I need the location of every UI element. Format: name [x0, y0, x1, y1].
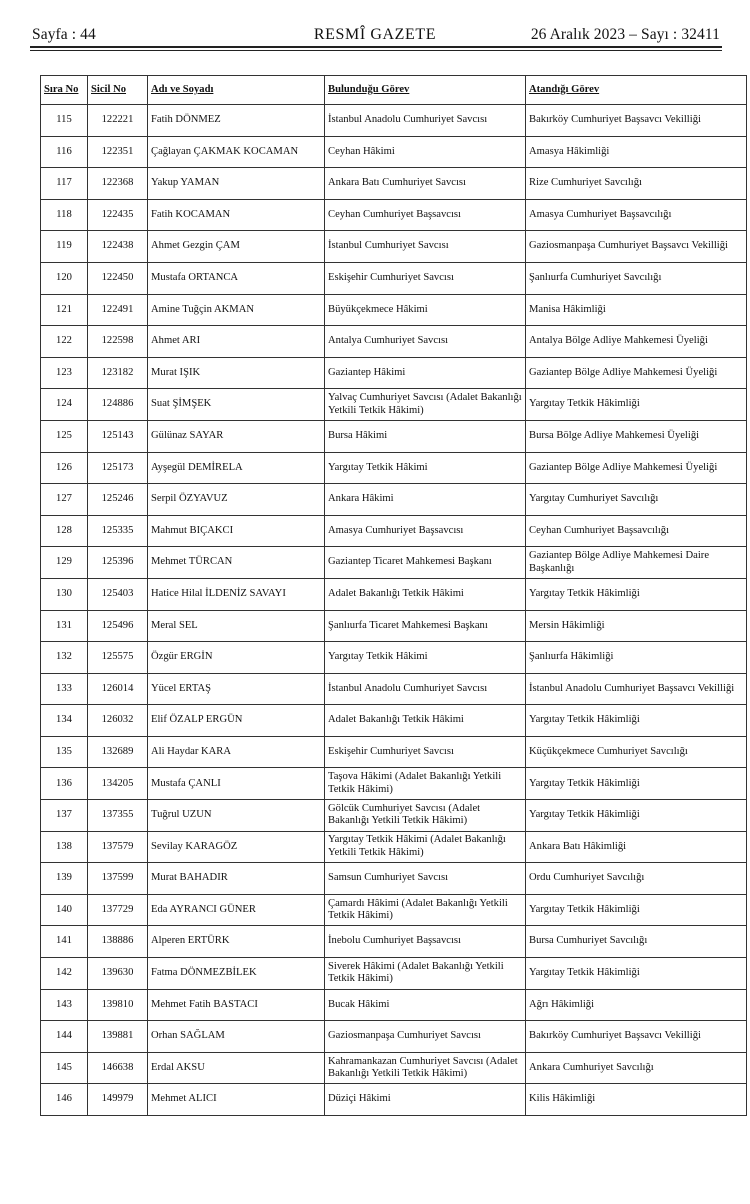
name-cell: Fatih KOCAMAN — [148, 199, 325, 231]
table-row — [41, 326, 747, 358]
name-cell: Tuğrul UZUN — [148, 800, 325, 832]
sicil-no-cell: 137355 — [88, 800, 148, 832]
current-post-cell: Yargıtay Tetkik Hâkimi — [325, 452, 526, 484]
name-cell: Fatih DÖNMEZ — [148, 105, 325, 137]
table-row — [41, 357, 747, 389]
table-row — [41, 768, 747, 800]
table-row — [41, 136, 747, 168]
sira-no-cell: 137 — [41, 800, 88, 832]
appointed-post-cell: Amasya Cumhuriyet Başsavcılığı — [526, 199, 747, 231]
current-post-cell: Gaziosmanpaşa Cumhuriyet Savcısı — [325, 1021, 526, 1053]
sira-no-cell: 136 — [41, 768, 88, 800]
sicil-no-cell: 138886 — [88, 926, 148, 958]
table-row — [41, 420, 747, 452]
sira-no-cell: 116 — [41, 136, 88, 168]
gazette-title: RESMÎ GAZETE — [313, 26, 437, 43]
table-row — [41, 926, 747, 958]
appointed-post-cell: Yargıtay Tetkik Hâkimliği — [526, 389, 747, 421]
current-post-cell: Ankara Batı Cumhuriyet Savcısı — [325, 168, 526, 200]
sicil-no-cell: 139881 — [88, 1021, 148, 1053]
appointed-post-cell: Şanlıurfa Cumhuriyet Savcılığı — [526, 262, 747, 294]
sira-no-cell: 130 — [41, 578, 88, 610]
name-cell: Suat ŞİMŞEK — [148, 389, 325, 421]
sira-no-cell: 124 — [41, 389, 88, 421]
sicil-no-cell: 122438 — [88, 231, 148, 263]
current-post-cell: Büyükçekmece Hâkimi — [325, 294, 526, 326]
sicil-no-cell: 122491 — [88, 294, 148, 326]
table-row — [41, 1084, 747, 1116]
appointed-post-cell: Kilis Hâkimliği — [526, 1084, 747, 1116]
column-header-name: Adı ve Soyadı — [148, 76, 325, 105]
table-row — [41, 199, 747, 231]
name-cell: Mahmut BIÇAKCI — [148, 515, 325, 547]
sira-no-cell: 139 — [41, 863, 88, 895]
table-row — [41, 863, 747, 895]
sira-no-cell: 142 — [41, 958, 88, 990]
name-cell: Mustafa ÇANLI — [148, 768, 325, 800]
page-header — [30, 26, 720, 52]
table-row — [41, 673, 747, 705]
sira-no-cell: 126 — [41, 452, 88, 484]
sicil-no-cell: 139630 — [88, 958, 148, 990]
name-cell: Alperen ERTÜRK — [148, 926, 325, 958]
sira-no-cell: 125 — [41, 420, 88, 452]
sicil-no-cell: 123182 — [88, 357, 148, 389]
current-post-cell: Ceyhan Hâkimi — [325, 136, 526, 168]
appointed-post-cell: Mersin Hâkimliği — [526, 610, 747, 642]
table-row — [41, 578, 747, 610]
sicil-no-cell: 125335 — [88, 515, 148, 547]
sicil-no-cell: 125173 — [88, 452, 148, 484]
appointed-post-cell: Yargıtay Tetkik Hâkimliği — [526, 768, 747, 800]
current-post-cell: Siverek Hâkimi (Adalet Bakanlığı Yetkili Tetkik Hâkimi) — [325, 958, 526, 990]
issue-date-number: 26 Aralık 2023 – Sayı : 32411 — [530, 26, 720, 43]
current-post-cell: Düziçi Hâkimi — [325, 1084, 526, 1116]
column-header-appointed-post: Atandığı Görev — [526, 76, 747, 105]
table-row — [41, 1052, 747, 1084]
table-row — [41, 800, 747, 832]
column-header-sira-no: Sıra No — [41, 76, 88, 105]
appointed-post-cell: Yargıtay Tetkik Hâkimliği — [526, 705, 747, 737]
table-row — [41, 105, 747, 137]
current-post-cell: Gaziantep Hâkimi — [325, 357, 526, 389]
appointed-post-cell: Amasya Hâkimliği — [526, 136, 747, 168]
current-post-cell: Yargıtay Tetkik Hâkimi — [325, 642, 526, 674]
sicil-no-cell: 126032 — [88, 705, 148, 737]
table-row — [41, 989, 747, 1021]
name-cell: Ali Haydar KARA — [148, 736, 325, 768]
sira-no-cell: 134 — [41, 705, 88, 737]
appointed-post-cell: Ordu Cumhuriyet Savcılığı — [526, 863, 747, 895]
current-post-cell: Yalvaç Cumhuriyet Savcısı (Adalet Bakanlığı Yetkili Tetkik Hâkimi) — [325, 389, 526, 421]
name-cell: Elif ÖZALP ERGÜN — [148, 705, 325, 737]
current-post-cell: Samsun Cumhuriyet Savcısı — [325, 863, 526, 895]
table-row — [41, 642, 747, 674]
sira-no-cell: 132 — [41, 642, 88, 674]
name-cell: Hatice Hilal İLDENİZ SAVAYI — [148, 578, 325, 610]
table-row — [41, 831, 747, 863]
name-cell: Çağlayan ÇAKMAK KOCAMAN — [148, 136, 325, 168]
sira-no-cell: 117 — [41, 168, 88, 200]
appointed-post-cell: Ağrı Hâkimliği — [526, 989, 747, 1021]
sicil-no-cell: 122435 — [88, 199, 148, 231]
sicil-no-cell: 139810 — [88, 989, 148, 1021]
sira-no-cell: 123 — [41, 357, 88, 389]
sira-no-cell: 145 — [41, 1052, 88, 1084]
sira-no-cell: 129 — [41, 547, 88, 579]
sira-no-cell: 140 — [41, 894, 88, 926]
sicil-no-cell: 146638 — [88, 1052, 148, 1084]
table-row — [41, 262, 747, 294]
sira-no-cell: 115 — [41, 105, 88, 137]
appointed-post-cell: Gaziantep Bölge Adliye Mahkemesi Daire Başkanlığı — [526, 547, 747, 579]
current-post-cell: Kahramankazan Cumhuriyet Savcısı (Adalet Bakanlığı Yetkili Tetkik Hâkimi) — [325, 1052, 526, 1084]
table-row — [41, 736, 747, 768]
appointed-post-cell: Bursa Bölge Adliye Mahkemesi Üyeliği — [526, 420, 747, 452]
table-row — [41, 168, 747, 200]
header-rule-thick — [30, 46, 722, 48]
sicil-no-cell: 125575 — [88, 642, 148, 674]
sicil-no-cell: 124886 — [88, 389, 148, 421]
name-cell: Murat IŞIK — [148, 357, 325, 389]
name-cell: Yakup YAMAN — [148, 168, 325, 200]
table-row — [41, 547, 747, 579]
appointed-post-cell: İstanbul Anadolu Cumhuriyet Başsavcı Vekilliği — [526, 673, 747, 705]
name-cell: Mehmet ALICI — [148, 1084, 325, 1116]
sira-no-cell: 120 — [41, 262, 88, 294]
name-cell: Mustafa ORTANCA — [148, 262, 325, 294]
name-cell: Serpil ÖZYAVUZ — [148, 484, 325, 516]
sira-no-cell: 131 — [41, 610, 88, 642]
current-post-cell: İstanbul Anadolu Cumhuriyet Savcısı — [325, 673, 526, 705]
name-cell: Yücel ERTAŞ — [148, 673, 325, 705]
current-post-cell: Eskişehir Cumhuriyet Savcısı — [325, 736, 526, 768]
current-post-cell: İstanbul Cumhuriyet Savcısı — [325, 231, 526, 263]
sira-no-cell: 118 — [41, 199, 88, 231]
sicil-no-cell: 125396 — [88, 547, 148, 579]
current-post-cell: Şanlıurfa Ticaret Mahkemesi Başkanı — [325, 610, 526, 642]
current-post-cell: Yargıtay Tetkik Hâkimi (Adalet Bakanlığı Yetkili Tetkik Hâkimi) — [325, 831, 526, 863]
header-rule-thin — [30, 50, 722, 51]
sicil-no-cell: 137579 — [88, 831, 148, 863]
name-cell: Gülünaz SAYAR — [148, 420, 325, 452]
sira-no-cell: 141 — [41, 926, 88, 958]
sira-no-cell: 138 — [41, 831, 88, 863]
sicil-no-cell: 125403 — [88, 578, 148, 610]
current-post-cell: Ankara Hâkimi — [325, 484, 526, 516]
sicil-no-cell: 125496 — [88, 610, 148, 642]
sira-no-cell: 128 — [41, 515, 88, 547]
sira-no-cell: 135 — [41, 736, 88, 768]
current-post-cell: Çamardı Hâkimi (Adalet Bakanlığı Yetkili Tetkik Hâkimi) — [325, 894, 526, 926]
sira-no-cell: 143 — [41, 989, 88, 1021]
sicil-no-cell: 132689 — [88, 736, 148, 768]
name-cell: Orhan SAĞLAM — [148, 1021, 325, 1053]
table-header-row — [41, 76, 747, 105]
name-cell: Sevilay KARAGÖZ — [148, 831, 325, 863]
sicil-no-cell: 125246 — [88, 484, 148, 516]
column-header-current-post: Bulunduğu Görev — [325, 76, 526, 105]
current-post-cell: Gölcük Cumhuriyet Savcısı (Adalet Bakanlığı Yetkili Tetkik Hâkimi) — [325, 800, 526, 832]
table-row — [41, 1021, 747, 1053]
name-cell: Erdal AKSU — [148, 1052, 325, 1084]
current-post-cell: Eskişehir Cumhuriyet Savcısı — [325, 262, 526, 294]
appointed-post-cell: Bakırköy Cumhuriyet Başsavcı Vekilliği — [526, 1021, 747, 1053]
name-cell: Meral SEL — [148, 610, 325, 642]
appointed-post-cell: Bursa Cumhuriyet Savcılığı — [526, 926, 747, 958]
appointed-post-cell: Gaziantep Bölge Adliye Mahkemesi Üyeliği — [526, 452, 747, 484]
sicil-no-cell: 122450 — [88, 262, 148, 294]
current-post-cell: İstanbul Anadolu Cumhuriyet Savcısı — [325, 105, 526, 137]
table-row — [41, 452, 747, 484]
name-cell: Fatma DÖNMEZBİLEK — [148, 958, 325, 990]
sira-no-cell: 144 — [41, 1021, 88, 1053]
current-post-cell: Antalya Cumhuriyet Savcısı — [325, 326, 526, 358]
current-post-cell: Adalet Bakanlığı Tetkik Hâkimi — [325, 705, 526, 737]
table-row — [41, 484, 747, 516]
sicil-no-cell: 122598 — [88, 326, 148, 358]
table-row — [41, 610, 747, 642]
current-post-cell: Ceyhan Cumhuriyet Başsavcısı — [325, 199, 526, 231]
appointed-post-cell: Bakırköy Cumhuriyet Başsavcı Vekilliği — [526, 105, 747, 137]
name-cell: Ayşegül DEMİRELA — [148, 452, 325, 484]
sira-no-cell: 121 — [41, 294, 88, 326]
appointed-post-cell: Ankara Batı Hâkimliği — [526, 831, 747, 863]
appointed-post-cell: Gaziantep Bölge Adliye Mahkemesi Üyeliği — [526, 357, 747, 389]
appointed-post-cell: Küçükçekmece Cumhuriyet Savcılığı — [526, 736, 747, 768]
name-cell: Özgür ERGİN — [148, 642, 325, 674]
appointed-post-cell: Ankara Cumhuriyet Savcılığı — [526, 1052, 747, 1084]
name-cell: Mehmet Fatih BASTACI — [148, 989, 325, 1021]
appointed-post-cell: Yargıtay Cumhuriyet Savcılığı — [526, 484, 747, 516]
column-header-sicil-no: Sicil No — [88, 76, 148, 105]
sicil-no-cell: 134205 — [88, 768, 148, 800]
current-post-cell: İnebolu Cumhuriyet Başsavcısı — [325, 926, 526, 958]
name-cell: Ahmet Gezgin ÇAM — [148, 231, 325, 263]
sira-no-cell: 146 — [41, 1084, 88, 1116]
table-row — [41, 705, 747, 737]
table-row — [41, 294, 747, 326]
current-post-cell: Adalet Bakanlığı Tetkik Hâkimi — [325, 578, 526, 610]
table-body — [41, 105, 747, 1116]
current-post-cell: Taşova Hâkimi (Adalet Bakanlığı Yetkili Tetkik Hâkimi) — [325, 768, 526, 800]
page-number: Sayfa : 44 — [32, 26, 96, 43]
sicil-no-cell: 137729 — [88, 894, 148, 926]
name-cell: Amine Tuğçin AKMAN — [148, 294, 325, 326]
sicil-no-cell: 122351 — [88, 136, 148, 168]
table-row — [41, 894, 747, 926]
appointed-post-cell: Gaziosmanpaşa Cumhuriyet Başsavcı Vekilliği — [526, 231, 747, 263]
appointment-table — [40, 75, 747, 1116]
sicil-no-cell: 149979 — [88, 1084, 148, 1116]
sira-no-cell: 119 — [41, 231, 88, 263]
appointed-post-cell: Manisa Hâkimliği — [526, 294, 747, 326]
table-row — [41, 389, 747, 421]
appointed-post-cell: Yargıtay Tetkik Hâkimliği — [526, 958, 747, 990]
table-row — [41, 231, 747, 263]
appointed-post-cell: Antalya Bölge Adliye Mahkemesi Üyeliği — [526, 326, 747, 358]
appointed-post-cell: Yargıtay Tetkik Hâkimliği — [526, 894, 747, 926]
appointed-post-cell: Şanlıurfa Hâkimliği — [526, 642, 747, 674]
current-post-cell: Bursa Hâkimi — [325, 420, 526, 452]
current-post-cell: Gaziantep Ticaret Mahkemesi Başkanı — [325, 547, 526, 579]
current-post-cell: Bucak Hâkimi — [325, 989, 526, 1021]
appointed-post-cell: Yargıtay Tetkik Hâkimliği — [526, 800, 747, 832]
current-post-cell: Amasya Cumhuriyet Başsavcısı — [325, 515, 526, 547]
sicil-no-cell: 122221 — [88, 105, 148, 137]
name-cell: Murat BAHADIR — [148, 863, 325, 895]
appointed-post-cell: Rize Cumhuriyet Savcılığı — [526, 168, 747, 200]
appointed-post-cell: Ceyhan Cumhuriyet Başsavcılığı — [526, 515, 747, 547]
sira-no-cell: 133 — [41, 673, 88, 705]
name-cell: Ahmet ARI — [148, 326, 325, 358]
sicil-no-cell: 126014 — [88, 673, 148, 705]
table-row — [41, 515, 747, 547]
sicil-no-cell: 137599 — [88, 863, 148, 895]
sicil-no-cell: 125143 — [88, 420, 148, 452]
name-cell: Eda AYRANCI GÜNER — [148, 894, 325, 926]
sira-no-cell: 122 — [41, 326, 88, 358]
sira-no-cell: 127 — [41, 484, 88, 516]
name-cell: Mehmet TÜRCAN — [148, 547, 325, 579]
sicil-no-cell: 122368 — [88, 168, 148, 200]
appointed-post-cell: Yargıtay Tetkik Hâkimliği — [526, 578, 747, 610]
table-row — [41, 958, 747, 990]
